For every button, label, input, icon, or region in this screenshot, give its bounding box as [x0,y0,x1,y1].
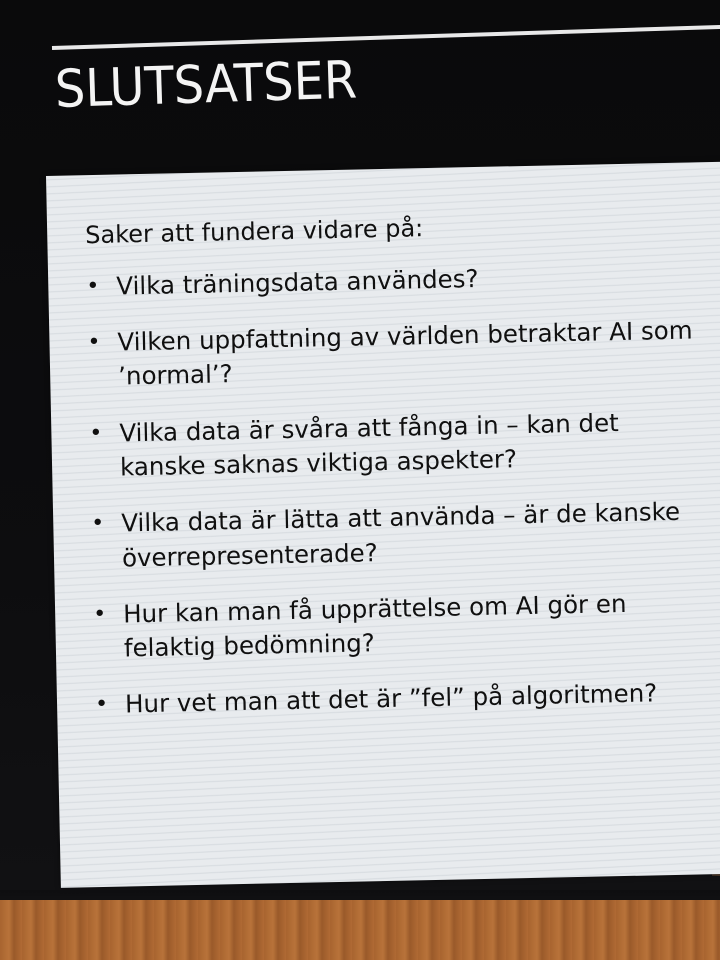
list-item [93,585,704,666]
intro-text: Saker att fundera vidare på: [84,214,424,250]
slide-title: SLUTSATSER [54,50,358,120]
bullet-list [86,257,705,723]
content-panel [46,162,720,888]
bullet-text: Hur kan man få upprättelse om AI gör en felaktig bedömning? [122,588,627,663]
list-item [91,495,702,576]
title-rule [52,24,720,50]
bullet-text: Vilka data är svåra att fånga in – kan det kanske saknas viktiga aspekter? [119,407,619,482]
bullet-icon: • [89,420,103,446]
bullet-icon: • [87,329,101,356]
list-item [86,257,697,304]
bullet-text: Vilka träningsdata användes? [116,263,479,301]
list-item [95,676,706,723]
list-item [89,404,700,485]
bullet-text: Hur vet man att det är ”fel” på algoritmen? [124,678,658,719]
bullet-icon: • [86,273,100,299]
bullet-icon: • [92,601,107,627]
bullet-text: Vilken uppfattning av världen betraktar AI som ’normal’? [117,315,693,391]
list-item [87,313,698,394]
bullet-icon: • [94,692,109,718]
bullet-icon: • [91,511,105,537]
slide-content [85,208,706,744]
wooden-floor [0,900,720,960]
bullet-text: Vilka data är lätta att använda – är de kanske överrepresenterade? [120,497,681,573]
